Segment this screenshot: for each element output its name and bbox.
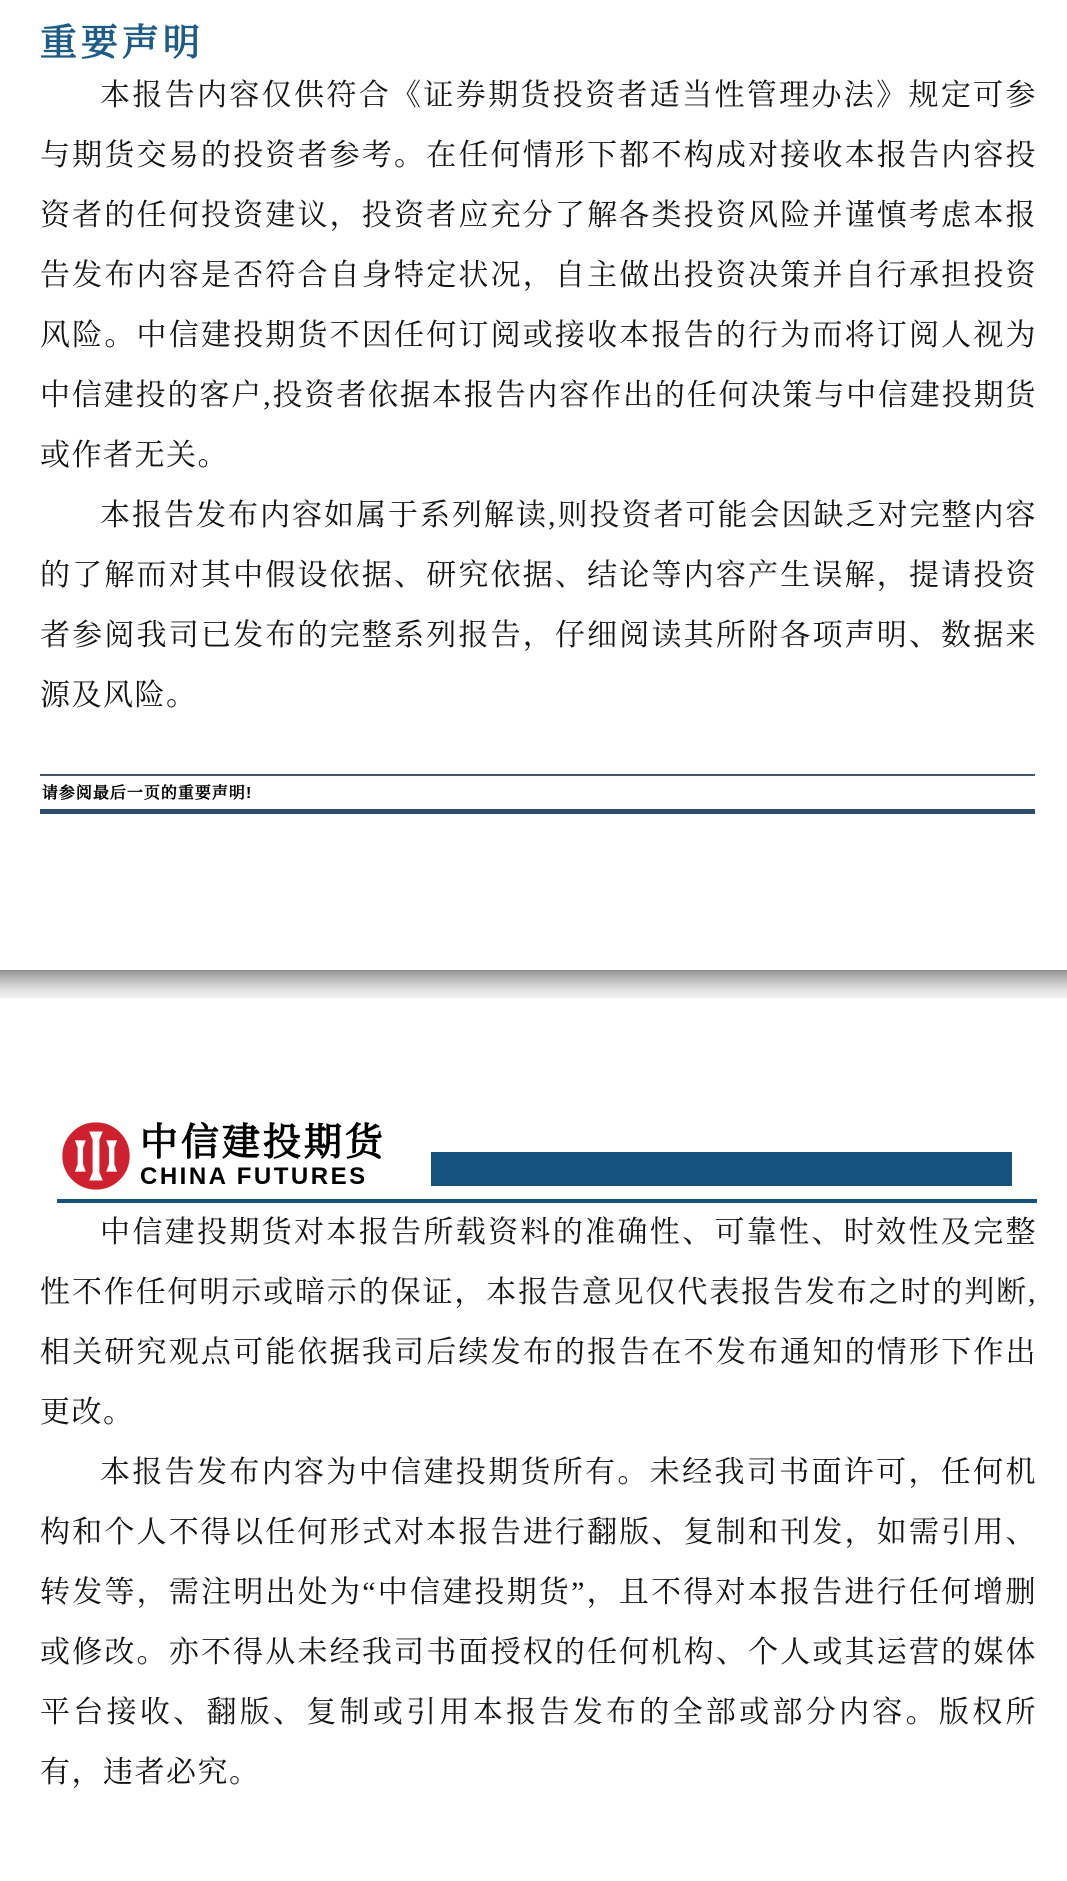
important-statement-heading: 重要声明	[40, 23, 204, 64]
page-footer	[40, 774, 1035, 814]
disclaimer-paragraph-2: 本报告发布内容如属于系列解读,则投资者可能会因缺乏对完整内容的了解而对其中假设依据、研究依据、结论等内容产生误解，提请投资者参阅我司已发布的完整系列报告，仔细阅读其所附各项声明、数据来源及风险。	[40, 499, 1037, 712]
disclaimer-paragraph-1: 本报告内容仅供符合《证券期货投资者适当性管理办法》规定可参与期货交易的投资者参考。在任何情形下都不构成对接收本报告内容投资者的任何投资建议，投资者应充分了解各类投资风险并谨慎考虑本报告发布内容是否符合自身特定状况，自主做出投资决策并自行承担投资风险。中信建投期货不因任何订阅或接收本报告的行为而将订阅人视为中信建投的客户,投资者依据本报告内容作出的任何决策与中信建投期货或作者无关。	[40, 79, 1037, 472]
copyright-paragraph-2: 本报告发布内容为中信建投期货所有。未经我司书面许可，任何机构和个人不得以任何形式对本报告进行翻版、复制和刊发，如需引用、转发等，需注明出处为“中信建投期货”，且不得对本报告进行任何增删或修改。亦不得从未经我司书面授权的任何机构、个人或其运营的媒体平台接收、翻版、复制或引用本报告发布的全部或部分内容。版权所有，违者必究。	[40, 1456, 1037, 1789]
copyright-paragraph-1: 中信建投期货对本报告所载资料的准确性、可靠性、时效性及完整性不作任何明示或暗示的保证，本报告意见仅代表报告发布之时的判断,相关研究观点可能依据我司后续发布的报告在不发布通知的情形下作出更改。	[40, 1216, 1037, 1429]
page-1-bottom-margin	[40, 814, 1037, 970]
page-2	[0, 1122, 1067, 1823]
brand-name-english: CHINA FUTURES	[140, 1163, 368, 1190]
brand-name-chinese: 中信建投期货	[140, 1122, 387, 1164]
citic-futures-logo-icon	[62, 1122, 130, 1190]
page-2-bottom-margin	[40, 1803, 1037, 1823]
header-accent-bar	[431, 1152, 1012, 1186]
brand-header	[40, 1122, 1037, 1190]
brand-wordmark	[140, 1122, 386, 1190]
footer-note-text: 请参阅最后一页的重要声明!	[42, 785, 253, 802]
page-separator	[0, 970, 1067, 998]
